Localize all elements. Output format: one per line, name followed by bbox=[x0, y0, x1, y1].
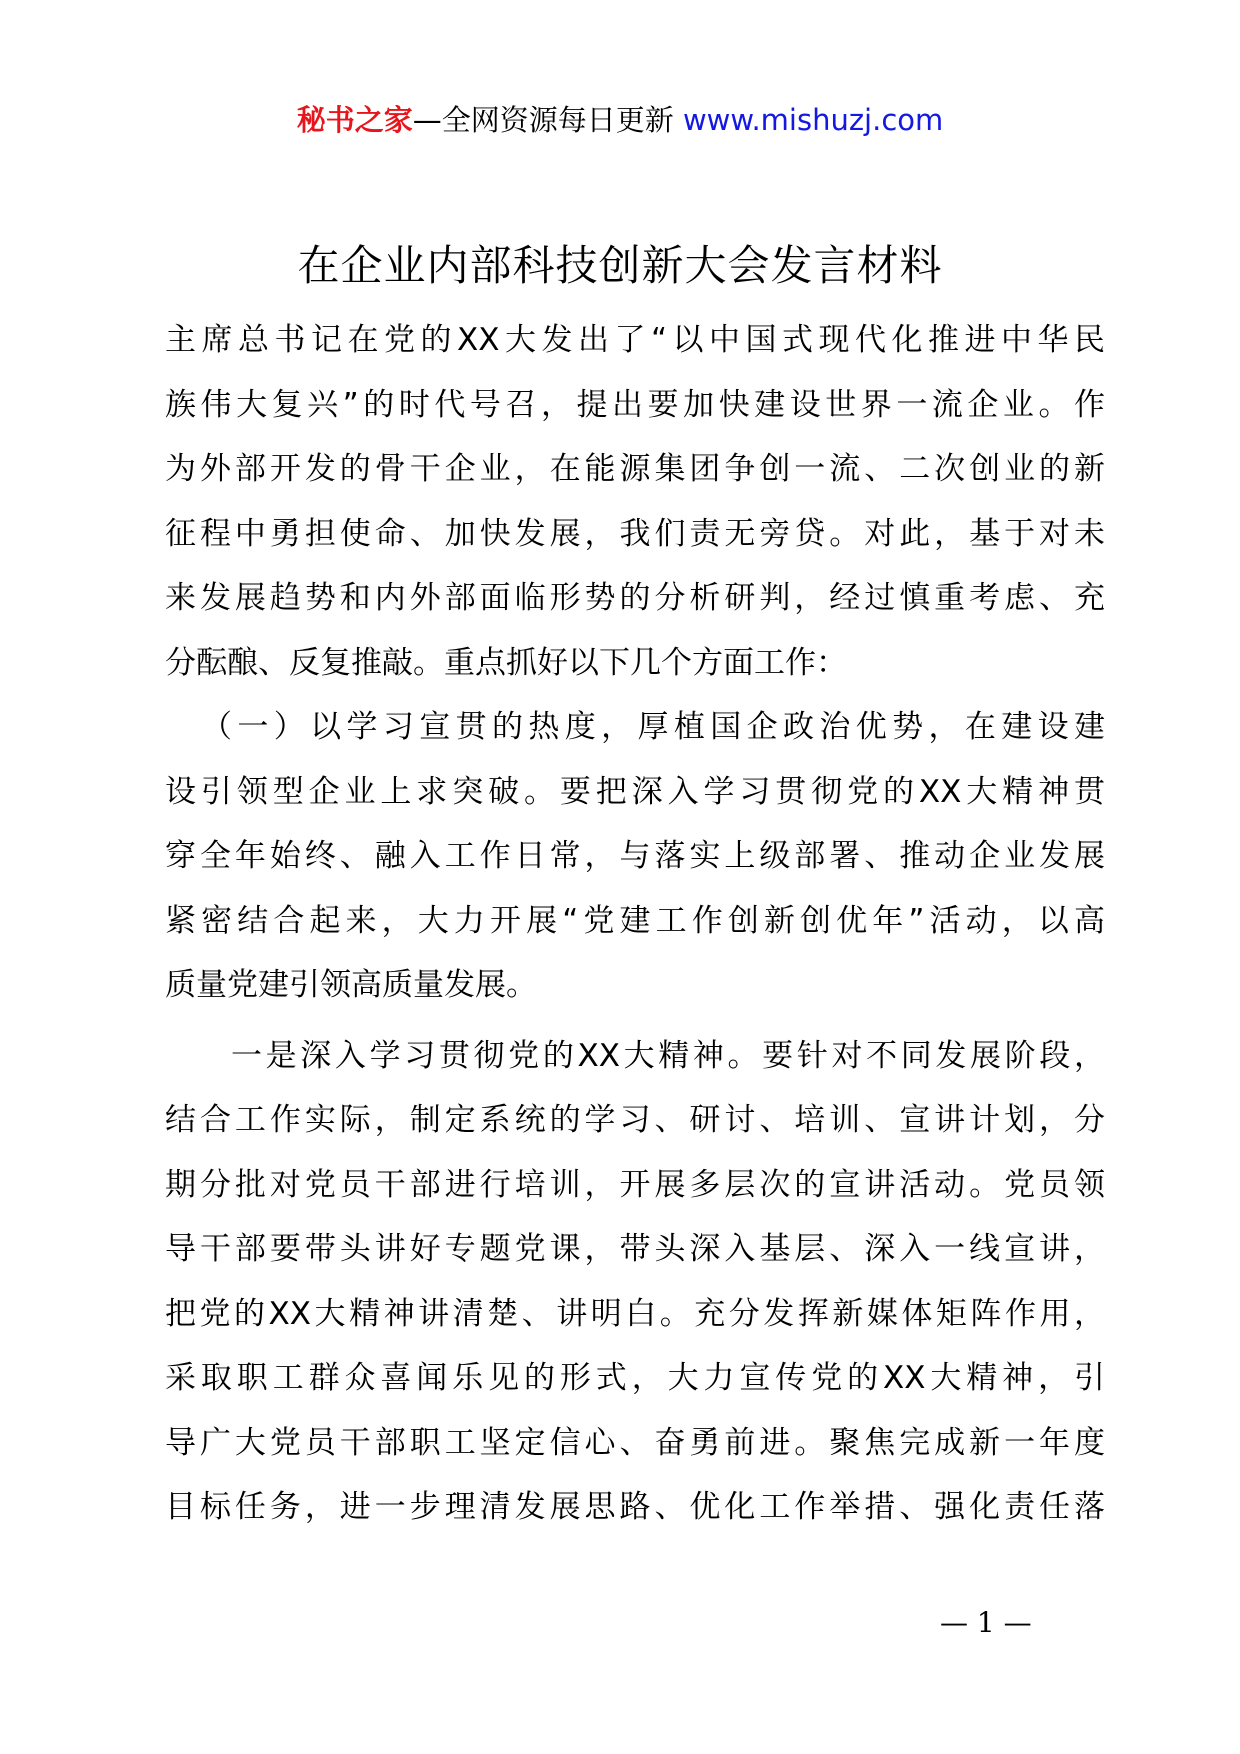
paragraph-section-one bbox=[165, 695, 1105, 1018]
text-line: 采取职工群众喜闻乐见的形式，大力宣传党的XX大精神，引 bbox=[165, 1360, 1105, 1396]
text-line: 导广大党员干部职工坚定信心、奋勇前进。聚焦完成新一年度 bbox=[165, 1424, 1105, 1461]
text-line: 一是深入学习贯彻党的XX大精神。要针对不同发展阶段， bbox=[231, 1037, 1105, 1074]
text-line: 来发展趋势和内外部面临形势的分析研判，经过慎重考虑、充 bbox=[165, 580, 1105, 616]
document-title: 在企业内部科技创新大会发言材料 bbox=[297, 241, 943, 290]
text-line: 族伟大复兴”的时代号召，提出要加快建设世界一流企业。作 bbox=[165, 386, 1105, 423]
watermark-slogan: —全网资源每日更新 bbox=[412, 103, 674, 137]
text-line: 穿全年始终、融入工作日常，与落实上级部署、推动企业发展 bbox=[165, 838, 1105, 874]
text-line: 紧密结合起来，大力开展“党建工作创新创优年”活动，以高 bbox=[165, 902, 1105, 939]
text-line: 期分批对党员干部进行培训，开展多层次的宣讲活动。党员领 bbox=[165, 1166, 1105, 1203]
paragraph-point-one bbox=[165, 1024, 1105, 1540]
text-line: 导干部要带头讲好专题党课，带头深入基层、深入一线宣讲， bbox=[165, 1231, 1105, 1267]
text-line: 目标任务，进一步理清发展思路、优化工作举措、强化责任落 bbox=[165, 1489, 1105, 1525]
document-body bbox=[165, 308, 1105, 1540]
paragraph-intro bbox=[165, 308, 1105, 695]
text-line: 为外部开发的骨干企业，在能源集团争创一流、二次创业的新 bbox=[165, 451, 1105, 487]
text-line: 设引领型企业上求突破。要把深入学习贯彻党的XX大精神贯 bbox=[165, 773, 1105, 810]
text-line: 结合工作实际，制定系统的学习、研讨、培训、宣讲计划，分 bbox=[165, 1102, 1105, 1138]
text-line: 征程中勇担使命、加快发展，我们责无旁贷。对此，基于对未 bbox=[165, 515, 1105, 552]
text-line: 把党的XX大精神讲清楚、讲明白。充分发挥新媒体矩阵作用， bbox=[165, 1295, 1105, 1332]
text-line: 主席总书记在党的XX大发出了“以中国式现代化推进中华民 bbox=[165, 322, 1105, 358]
page-number: — 1 — bbox=[940, 1606, 1032, 1639]
watermark-url-link[interactable]: www.mishuzj.com bbox=[682, 103, 944, 137]
text-line: 分酝酿、反复推敲。重点抓好以下几个方面工作： bbox=[165, 644, 847, 681]
watermark-brand: 秘书之家 bbox=[296, 103, 413, 137]
text-line: 质量党建引领高质量发展。 bbox=[165, 967, 537, 1003]
text-line: （一）以学习宣贯的热度，厚植国企政治优势，在建设建 bbox=[201, 709, 1105, 745]
watermark-header bbox=[0, 100, 1240, 140]
